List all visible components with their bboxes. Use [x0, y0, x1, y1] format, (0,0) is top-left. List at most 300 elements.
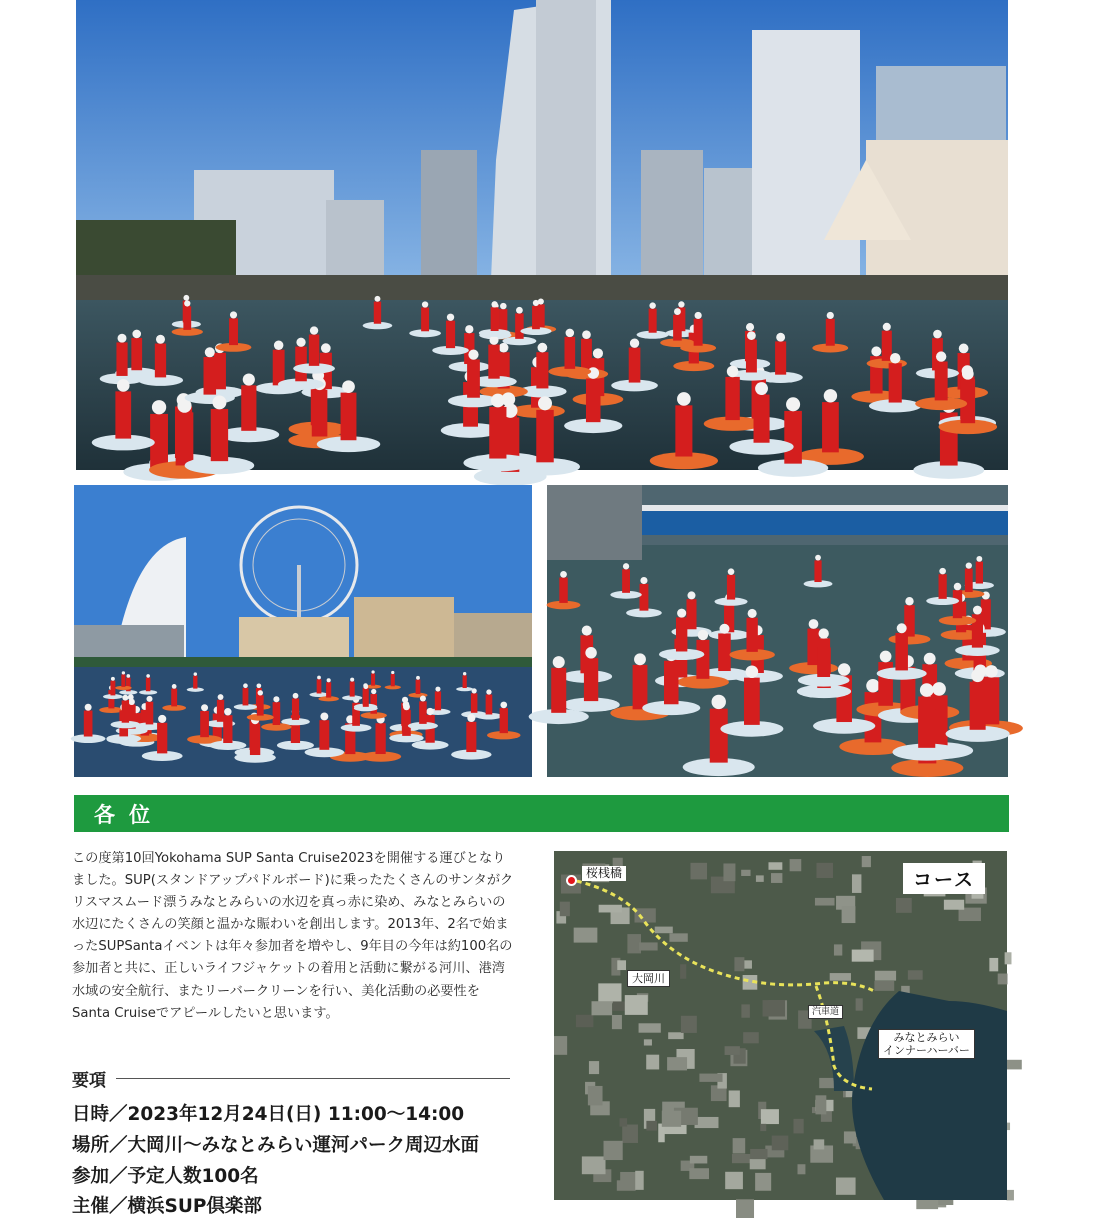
santa-figure	[882, 331, 892, 361]
map-building-block	[560, 902, 570, 917]
map-building-block	[741, 870, 750, 876]
santa-hat	[258, 690, 263, 695]
santa-hat	[933, 330, 942, 339]
santa-hat	[819, 628, 829, 638]
santa-figure	[121, 674, 125, 686]
section-heading-text: 各位	[94, 802, 164, 827]
santa-hat	[593, 348, 603, 358]
santa-figure	[581, 339, 592, 372]
santa-figure	[935, 361, 948, 400]
santa-hat	[184, 300, 190, 306]
santa-hat	[746, 323, 754, 331]
santa-figure	[115, 391, 131, 438]
santa-hat	[257, 683, 262, 688]
santa-hat	[243, 683, 248, 688]
santa-figure	[146, 702, 154, 725]
map-building-block	[768, 862, 782, 870]
santa-figure	[904, 605, 914, 636]
santa-figure	[953, 590, 962, 618]
santa-figure	[341, 393, 357, 441]
santa-figure	[491, 307, 499, 331]
map-building-block	[662, 1111, 681, 1127]
map-building-block	[830, 973, 851, 981]
santa-figure	[217, 700, 224, 722]
course-map	[554, 851, 1007, 1200]
map-building-block	[852, 874, 861, 893]
santa-figure	[754, 395, 770, 443]
santa-hat	[786, 397, 800, 411]
map-building-block	[604, 1141, 623, 1160]
map-building-block	[598, 983, 621, 1003]
details-heading-rule	[116, 1078, 510, 1079]
santa-figure	[895, 633, 907, 670]
map-building-block	[699, 1074, 722, 1082]
map-building-block	[681, 1016, 697, 1033]
santa-hat	[467, 714, 475, 722]
map-building-block	[592, 1001, 613, 1015]
santa-hat	[350, 678, 354, 682]
santa-hat	[838, 663, 850, 675]
santa-figure	[718, 633, 731, 671]
santa-hat	[827, 312, 834, 319]
map-building-block	[599, 905, 622, 913]
map-building-block	[725, 1172, 743, 1189]
santa-figure	[467, 359, 480, 397]
santa-figure	[633, 665, 648, 709]
santa-hat	[416, 676, 420, 680]
santa-figure	[784, 411, 802, 464]
santa-hat	[560, 571, 567, 578]
santa-hat	[678, 301, 684, 307]
map-building-block	[771, 873, 782, 883]
santa-figure	[419, 701, 427, 724]
map-building-block	[639, 942, 658, 950]
map-building-block	[680, 964, 686, 979]
santa-hat	[582, 625, 592, 635]
santa-figure	[463, 675, 467, 688]
map-building-block	[834, 944, 842, 955]
santa-figure	[363, 689, 369, 707]
santa-figure	[744, 678, 760, 725]
santa-hat	[932, 682, 946, 696]
santa-hat	[230, 311, 237, 318]
santa-hat	[218, 694, 224, 700]
santa-figure	[675, 405, 692, 456]
detail-participants: 参加／予定人数100名	[72, 1166, 259, 1187]
santa-hat	[883, 323, 891, 331]
map-building-block	[646, 1121, 657, 1131]
santa-hat	[712, 695, 726, 709]
santa-hat	[533, 300, 539, 306]
map-building-block	[635, 1171, 643, 1190]
santa-hat	[962, 368, 974, 380]
santa-figure	[312, 390, 328, 437]
map-building-block	[574, 928, 598, 943]
santa-figure	[391, 674, 395, 686]
santa-figure	[243, 688, 249, 706]
santa-hat	[205, 347, 215, 357]
santa-figure	[746, 340, 757, 373]
santa-figure	[466, 722, 476, 752]
santa-figure	[375, 723, 385, 754]
map-building-block	[625, 995, 648, 1015]
santa-figure	[710, 709, 728, 763]
santa-hat	[698, 630, 708, 640]
santa-figure	[157, 723, 167, 754]
map-label-inner-harbor-text: みなとみらい インナーハーバー	[883, 1031, 970, 1057]
map-building-block	[588, 1086, 603, 1105]
santa-hat	[274, 341, 283, 350]
santa-hat	[363, 684, 368, 689]
santa-figure	[649, 309, 657, 333]
santa-figure	[309, 335, 319, 366]
santa-figure	[273, 702, 281, 725]
santa-hat	[499, 343, 509, 353]
map-building-block	[944, 900, 964, 910]
map-building-block	[1006, 1060, 1022, 1070]
map-building-block	[622, 1125, 638, 1143]
santa-hat	[640, 577, 647, 584]
santa-hat	[146, 696, 152, 702]
map-building-block	[619, 1118, 627, 1126]
santa-hat	[426, 708, 433, 715]
map-building-block	[690, 1156, 707, 1164]
santa-hat	[127, 674, 131, 678]
santa-hat	[194, 672, 197, 675]
santa-figure	[326, 682, 331, 697]
santa-figure	[696, 640, 709, 679]
santa-hat	[905, 597, 913, 605]
hero-photo-santa-sup-landmark	[76, 0, 1008, 470]
santa-hat	[224, 708, 231, 715]
santa-figure	[970, 682, 986, 730]
santa-hat	[727, 366, 739, 378]
santa-figure	[622, 569, 630, 593]
map-building-block	[627, 934, 641, 953]
santa-hat	[746, 665, 759, 678]
santa-figure	[673, 315, 682, 341]
map-start-pin-icon	[566, 875, 577, 886]
santa-figure	[500, 708, 508, 733]
santa-figure	[918, 696, 935, 747]
santa-figure	[273, 350, 285, 386]
map-building-block	[554, 1036, 567, 1055]
santa-figure	[584, 658, 598, 701]
santa-figure	[193, 676, 197, 689]
santa-hat	[320, 712, 328, 720]
santa-hat	[959, 344, 969, 354]
santa-hat	[566, 329, 575, 338]
photo-santa-sup-under-bridge	[547, 485, 1008, 777]
map-building-block	[690, 863, 707, 880]
santa-figure	[694, 319, 703, 346]
santa-figure	[725, 377, 739, 420]
santa-hat	[649, 302, 655, 308]
santa-hat	[824, 389, 837, 402]
santa-hat	[695, 312, 702, 319]
santa-hat	[582, 330, 591, 339]
santa-hat	[243, 374, 255, 386]
santa-figure	[435, 691, 441, 710]
santa-figure	[629, 348, 641, 383]
santa-hat	[435, 687, 440, 692]
map-building-block	[741, 1004, 749, 1017]
santa-figure	[84, 711, 93, 737]
santa-hat	[371, 670, 374, 673]
santa-hat	[747, 331, 756, 340]
santa-hat	[375, 296, 381, 302]
santa-hat	[674, 308, 681, 315]
santa-hat	[687, 591, 695, 599]
santa-hat	[391, 671, 394, 674]
santa-figure	[122, 700, 129, 722]
santa-hat	[117, 379, 130, 392]
santa-figure	[350, 682, 355, 697]
details-heading-row	[72, 1066, 510, 1091]
detail-place: 場所／大岡川〜みなとみらい運河パーク周辺水面	[72, 1135, 480, 1156]
santa-figure	[319, 720, 329, 750]
santa-hat	[122, 695, 128, 701]
map-building-block	[896, 898, 912, 913]
santa-hat	[310, 326, 318, 334]
santa-figure	[536, 410, 553, 462]
map-building-block	[1006, 1190, 1014, 1200]
santa-hat	[422, 301, 428, 307]
santa-hat	[122, 671, 125, 674]
santa-hat	[719, 624, 729, 634]
santa-hat	[152, 400, 166, 414]
santa-hat	[129, 699, 135, 705]
santa-figure	[211, 409, 228, 461]
santa-hat	[954, 583, 961, 590]
map-building-block	[617, 960, 626, 970]
santa-hat	[146, 674, 150, 678]
map-building-block	[908, 970, 923, 979]
santa-hat	[973, 606, 982, 615]
santa-hat	[630, 339, 639, 348]
santa-hat	[273, 696, 279, 702]
santa-hat	[985, 665, 998, 678]
map-building-block	[669, 933, 687, 941]
santa-hat	[321, 343, 331, 353]
santa-figure	[586, 379, 601, 423]
map-building-block	[646, 1055, 659, 1070]
map-building-block	[733, 1138, 746, 1153]
santa-figure	[471, 693, 478, 713]
santa-hat	[623, 563, 629, 569]
santa-figure	[551, 668, 566, 713]
map-building-block	[729, 1090, 740, 1107]
santa-figure	[775, 341, 786, 374]
santa-hat	[468, 350, 478, 360]
santa-figure	[155, 344, 166, 378]
detail-organizer: 主催／横浜SUP倶楽部	[72, 1196, 262, 1217]
santa-hat	[966, 563, 972, 569]
santa-figure	[317, 679, 322, 693]
map-building-block	[576, 1015, 593, 1027]
detail-datetime: 日時／2023年12月24日(日) 11:00〜14:00	[72, 1104, 465, 1125]
map-label-inner-harbor	[878, 1029, 975, 1059]
santa-figure	[229, 318, 238, 345]
santa-hat	[815, 555, 821, 561]
map-building-block	[772, 1136, 789, 1151]
santa-hat	[132, 330, 141, 339]
santa-figure	[416, 680, 421, 694]
map-label-start: 桜桟橋	[582, 866, 626, 881]
santa-figure	[241, 385, 256, 431]
santa-figure	[374, 302, 381, 324]
santa-hat	[465, 325, 473, 333]
map-building-block	[725, 1046, 740, 1055]
map-building-block	[760, 1124, 766, 1131]
map-building-block	[844, 1131, 856, 1143]
santa-figure	[564, 337, 575, 369]
santa-hat	[728, 568, 735, 575]
santa-figure	[116, 342, 127, 376]
santa-hat	[866, 679, 879, 692]
santa-figure	[446, 321, 455, 348]
santa-hat	[897, 623, 907, 633]
santa-hat	[971, 669, 984, 682]
map-building-block	[689, 1168, 709, 1179]
santa-figure	[984, 677, 1000, 724]
map-building-block	[790, 859, 802, 871]
details-heading: 要項	[72, 1071, 106, 1091]
santa-hat	[118, 334, 127, 343]
santa-hat	[183, 295, 189, 301]
santa-hat	[939, 568, 946, 575]
map-label-river: 大岡川	[627, 970, 670, 987]
map-building-block	[842, 906, 856, 923]
santa-figure	[486, 695, 493, 715]
santa-hat	[293, 693, 299, 699]
santa-hat	[976, 556, 982, 562]
santa-figure	[489, 407, 506, 459]
santa-figure	[223, 715, 232, 743]
santa-figure	[889, 363, 902, 402]
santa-figure	[176, 412, 194, 465]
santa-hat	[156, 335, 165, 344]
map-building-block	[819, 1078, 835, 1088]
santa-hat	[111, 677, 115, 681]
santa-figure	[814, 560, 821, 582]
santa-hat	[447, 314, 454, 321]
santa-figure	[536, 352, 548, 388]
santa-hat	[585, 647, 596, 658]
santa-figure	[488, 345, 499, 379]
santa-figure	[826, 319, 835, 346]
map-building-block	[852, 950, 874, 962]
santa-figure	[402, 710, 411, 736]
santa-hat	[553, 656, 565, 668]
map-building-block	[998, 974, 1008, 985]
santa-figure	[146, 678, 151, 692]
santa-figure	[515, 313, 523, 338]
map-building-block	[736, 1199, 754, 1218]
photo-santa-flotilla-ferris-wheel	[74, 485, 532, 777]
santa-figure	[171, 689, 177, 707]
santa-hat	[809, 619, 819, 629]
santa-hat	[871, 346, 881, 356]
map-building-block	[743, 960, 752, 968]
santa-hat	[924, 653, 936, 665]
map-building-block	[655, 927, 673, 934]
map-building-block	[836, 1178, 856, 1195]
map-building-block	[755, 1173, 771, 1191]
map-building-block	[668, 1032, 683, 1039]
santa-figure	[292, 698, 299, 719]
map-building-block	[734, 957, 744, 971]
map-building-block	[763, 1000, 785, 1016]
map-building-block	[761, 1109, 779, 1124]
santa-hat	[920, 683, 934, 697]
santa-hat	[538, 343, 548, 353]
santa-hat	[342, 380, 355, 393]
santa-figure	[746, 618, 757, 652]
map-building-block	[756, 875, 764, 882]
santa-figure	[371, 674, 375, 686]
santa-hat	[158, 715, 166, 723]
map-building-block	[667, 1057, 687, 1070]
map-label-kishamichi: 汽車道	[808, 1005, 843, 1019]
map-building-block	[814, 1139, 825, 1149]
santa-hat	[677, 609, 686, 618]
santa-hat	[371, 689, 376, 694]
santa-hat	[880, 651, 892, 663]
map-building-block	[874, 981, 894, 991]
santa-hat	[936, 351, 946, 361]
santa-figure	[421, 307, 429, 331]
map-building-block	[617, 1180, 636, 1190]
santa-figure	[639, 584, 648, 611]
santa-figure	[532, 306, 540, 329]
map-building-block	[989, 958, 998, 971]
santa-figure	[664, 661, 679, 705]
intro-paragraph: この度第10回Yokohama SUP Santa Cruise2023を開催する運びとなりました。SUP(スタンドアップパドルボード)に乗ったたくさんのサンタがクリスマスムード漂うみなとみらいの水辺を真っ赤に染め、みなとみらいの水辺にたくさんの笑顔と温かな賑わいを創出します。2013年、2名で始まったSUPSantaイベントは年々参加者を増やし、9年目の今年は約100名の参加者と共に、正しいライフジャケットの着用と活動に繋がる河川、港湾水域の安全航行、またリーバークリーンを行い、美化活動の必要性をSanta Cruiseでアピールしたいと思います。	[72, 851, 514, 1021]
santa-figure	[250, 724, 260, 755]
santa-hat	[755, 382, 768, 395]
santa-figure	[727, 575, 735, 600]
santa-figure	[110, 681, 115, 696]
santa-hat	[212, 395, 226, 409]
map-building-block	[723, 863, 735, 881]
santa-hat	[748, 609, 757, 618]
santa-hat	[403, 703, 410, 710]
map-building-block	[815, 1095, 826, 1114]
santa-figure	[686, 599, 696, 629]
santa-hat	[85, 704, 92, 711]
map-building-block	[644, 1039, 652, 1045]
santa-figure	[183, 306, 191, 329]
santa-hat	[538, 396, 552, 410]
map-building-block	[695, 1117, 719, 1128]
santa-figure	[131, 338, 142, 370]
santa-hat	[500, 702, 507, 709]
map-building-block	[743, 1032, 759, 1043]
map-building-block	[750, 1149, 767, 1159]
santa-hat	[172, 684, 177, 689]
santa-hat	[489, 336, 498, 345]
santa-figure	[817, 638, 830, 677]
santa-figure	[200, 711, 209, 737]
santa-hat	[776, 333, 785, 342]
map-building-block	[639, 1023, 661, 1032]
santa-hat	[491, 394, 505, 408]
santa-hat	[463, 672, 466, 675]
santa-hat	[327, 678, 331, 682]
map-building-block	[793, 1119, 803, 1134]
map-building-block	[750, 1159, 766, 1169]
